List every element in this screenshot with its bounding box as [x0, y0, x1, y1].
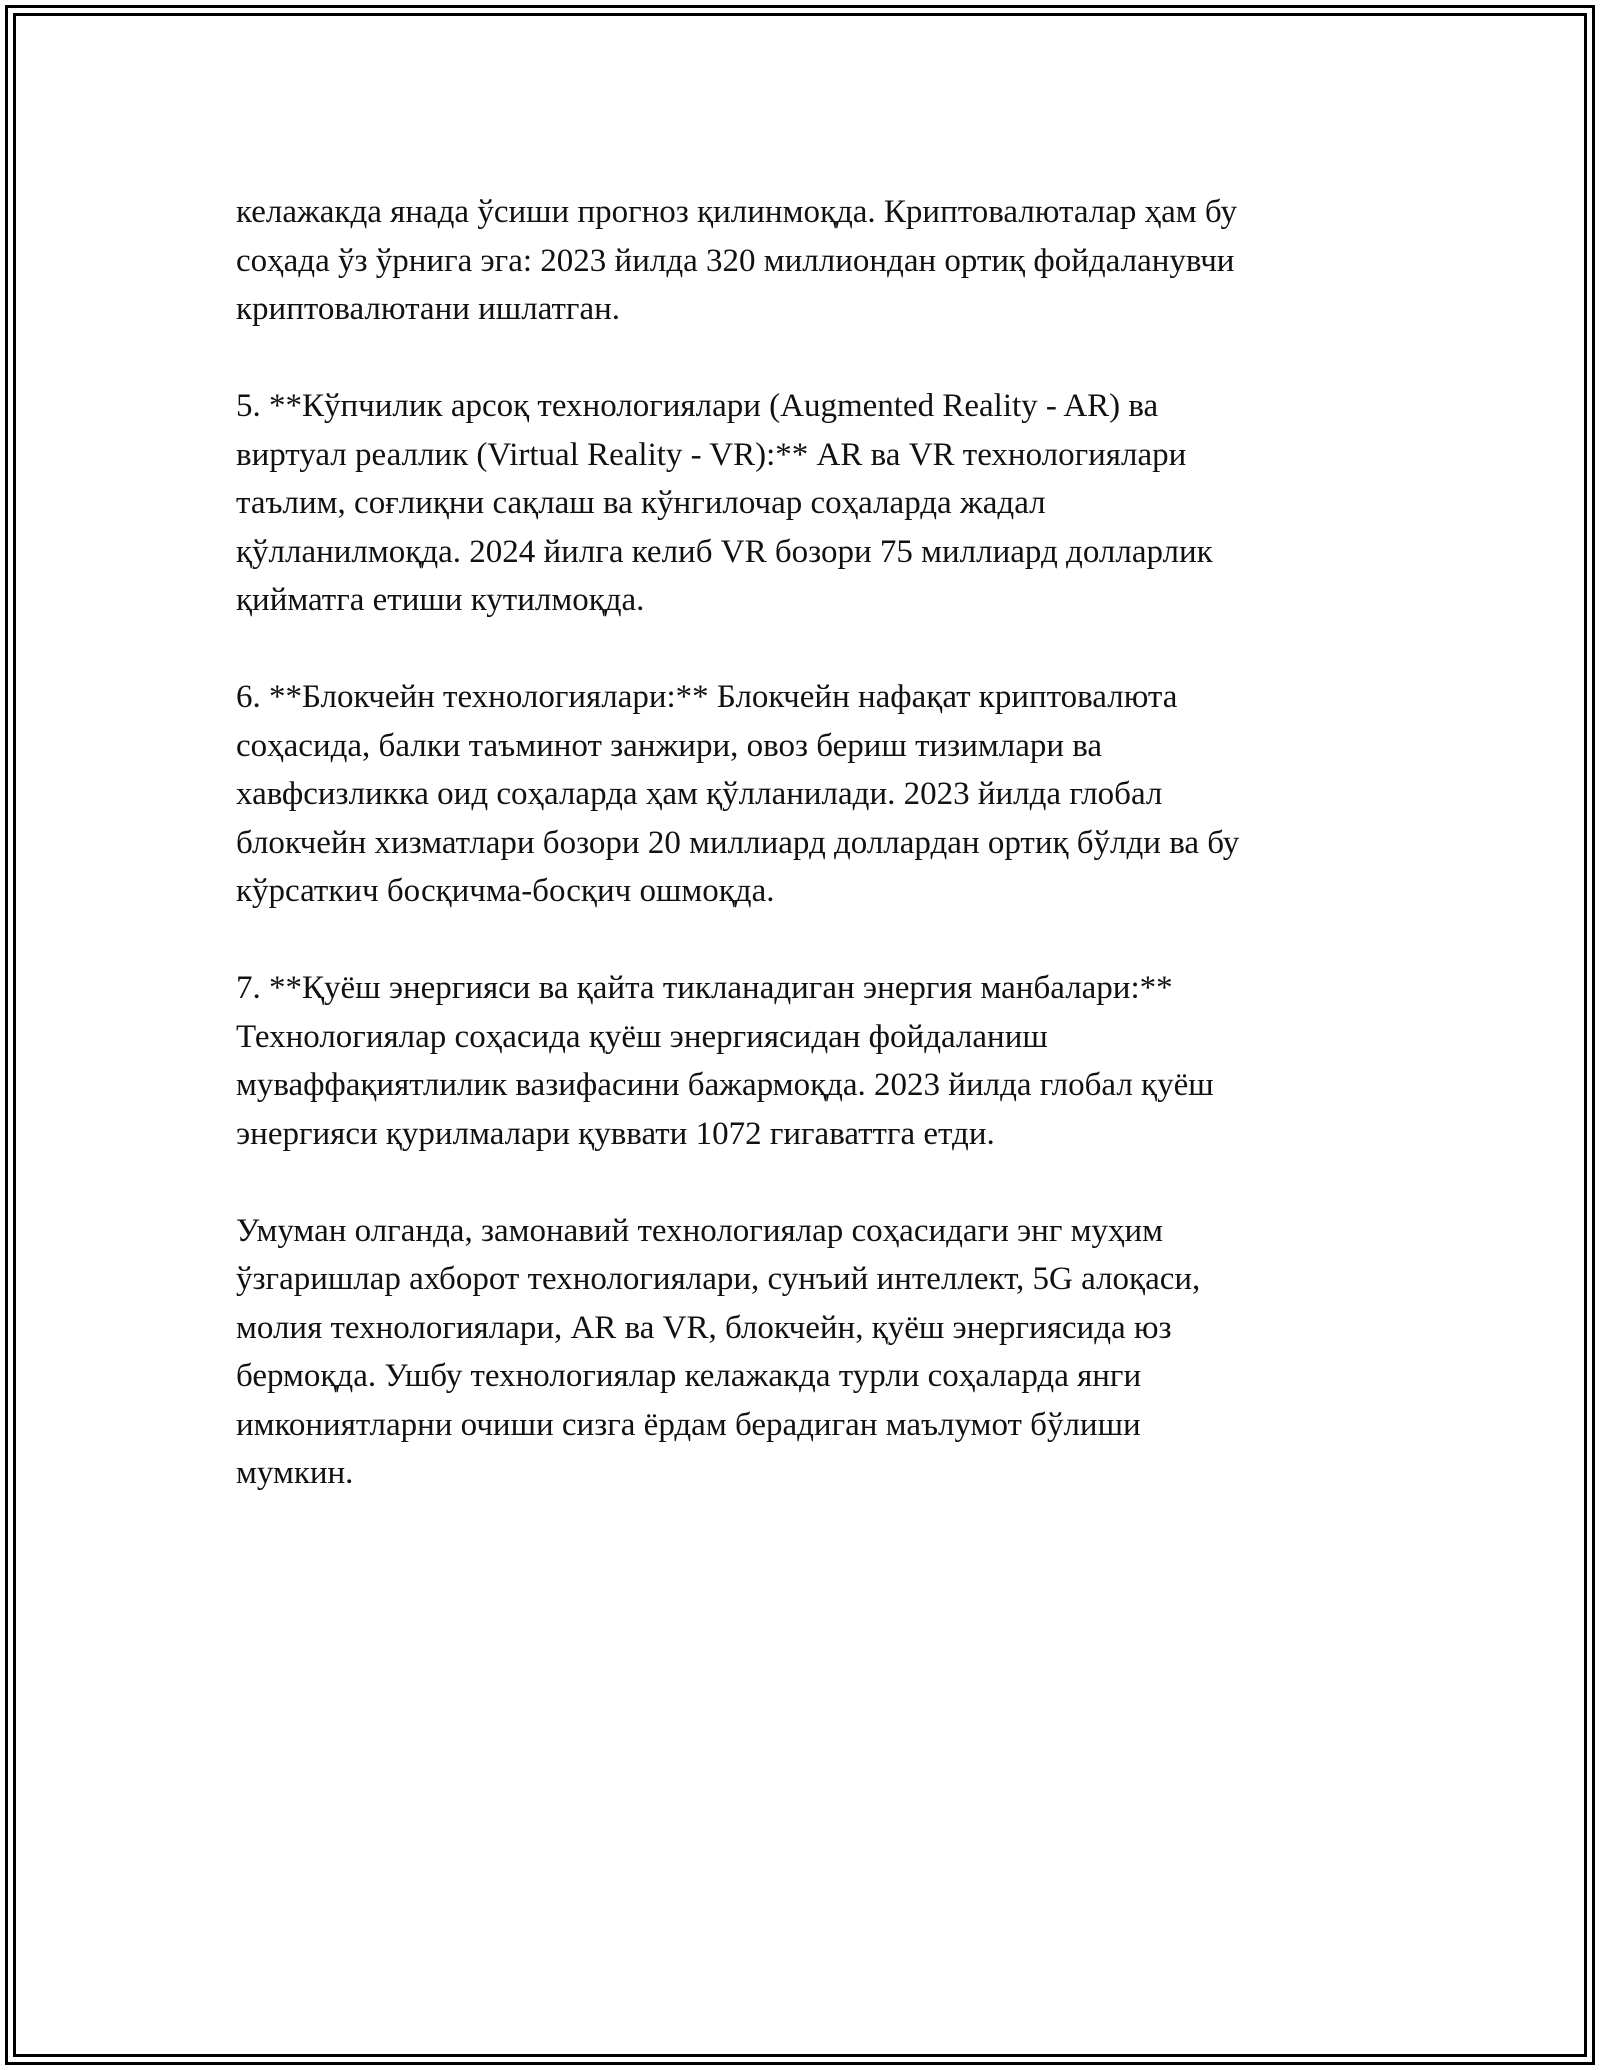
text-line: соҳада ўз ўрнига эга: 2023 йилда 320 миллиондан ортиқ фойдаланувчи — [236, 242, 1235, 279]
document-body — [236, 188, 1366, 1546]
paragraph-blockchain — [236, 673, 1366, 916]
text-line: 7. **Қуёш энергияси ва қайта тикланадиган энергия манбалари:** — [236, 970, 1173, 1006]
text-line: 5. **Кўпчилик арсоқ технологиялари (Augmented Reality - AR) ва — [236, 388, 1159, 424]
text-line: Технологиялар соҳасида қуёш энергиясидан фойдаланиш — [236, 1018, 1048, 1055]
text-line: криптовалютани ишлатган. — [236, 291, 620, 327]
text-line: хавфсизликка оид соҳаларда ҳам қўлланилади. 2023 йилда глобал — [236, 776, 1163, 812]
text-line: виртуал реаллик (Virtual Reality - VR):** AR ва VR технологиялари — [236, 436, 1187, 473]
paragraph-ar-vr — [236, 382, 1366, 625]
text-line: таълим, соғлиқни сақлаш ва кўнгилочар соҳаларда жадал — [236, 485, 1046, 521]
text-line: мумкин. — [236, 1455, 354, 1491]
text-line: блокчейн хизматлари бозори 20 миллиард доллардан ортиқ бўлди ва бу — [236, 824, 1240, 861]
paragraph-solar-energy — [236, 964, 1366, 1158]
text-line: қийматга етиши кутилмоқда. — [236, 582, 645, 618]
text-line: бермоқда. Ушбу технологиялар келажакда турли соҳаларда янги — [236, 1358, 1142, 1394]
text-line: молия технологиялари, AR ва VR, блокчейн, қуёш энергиясида юз — [236, 1309, 1172, 1346]
text-line: ўзгаришлар ахборот технологиялари, сунъий интеллект, 5G алоқаси, — [236, 1261, 1201, 1297]
paragraph-crypto-continuation — [236, 188, 1366, 334]
text-line: кўрсаткич босқичма-босқич ошмоқда. — [236, 873, 775, 909]
text-line: 6. **Блокчейн технологиялари:** Блокчейн нафақат криптовалюта — [236, 679, 1178, 715]
text-line: соҳасида, балки таъминот занжири, овоз бериш тизимлари ва — [236, 727, 1103, 764]
paragraph-conclusion — [236, 1207, 1366, 1498]
text-line: Умуман олганда, замонавий технологиялар соҳасидаги энг муҳим — [236, 1212, 1164, 1249]
text-line: энергияси қурилмалари қуввати 1072 гигаваттга етди. — [236, 1115, 995, 1152]
text-line: қўлланилмоқда. 2024 йилга келиб VR бозори 75 миллиард долларлик — [236, 533, 1213, 570]
text-line: келажакда янада ўсиши прогноз қилинмоқда. Криптовалюталар ҳам бу — [236, 194, 1237, 230]
text-line: муваффақиятлилик вазифасини бажармоқда. 2023 йилда глобал қуёш — [236, 1067, 1214, 1103]
text-line: имкониятларни очиши сизга ёрдам берадиган маълумот бўлиши — [236, 1406, 1141, 1443]
